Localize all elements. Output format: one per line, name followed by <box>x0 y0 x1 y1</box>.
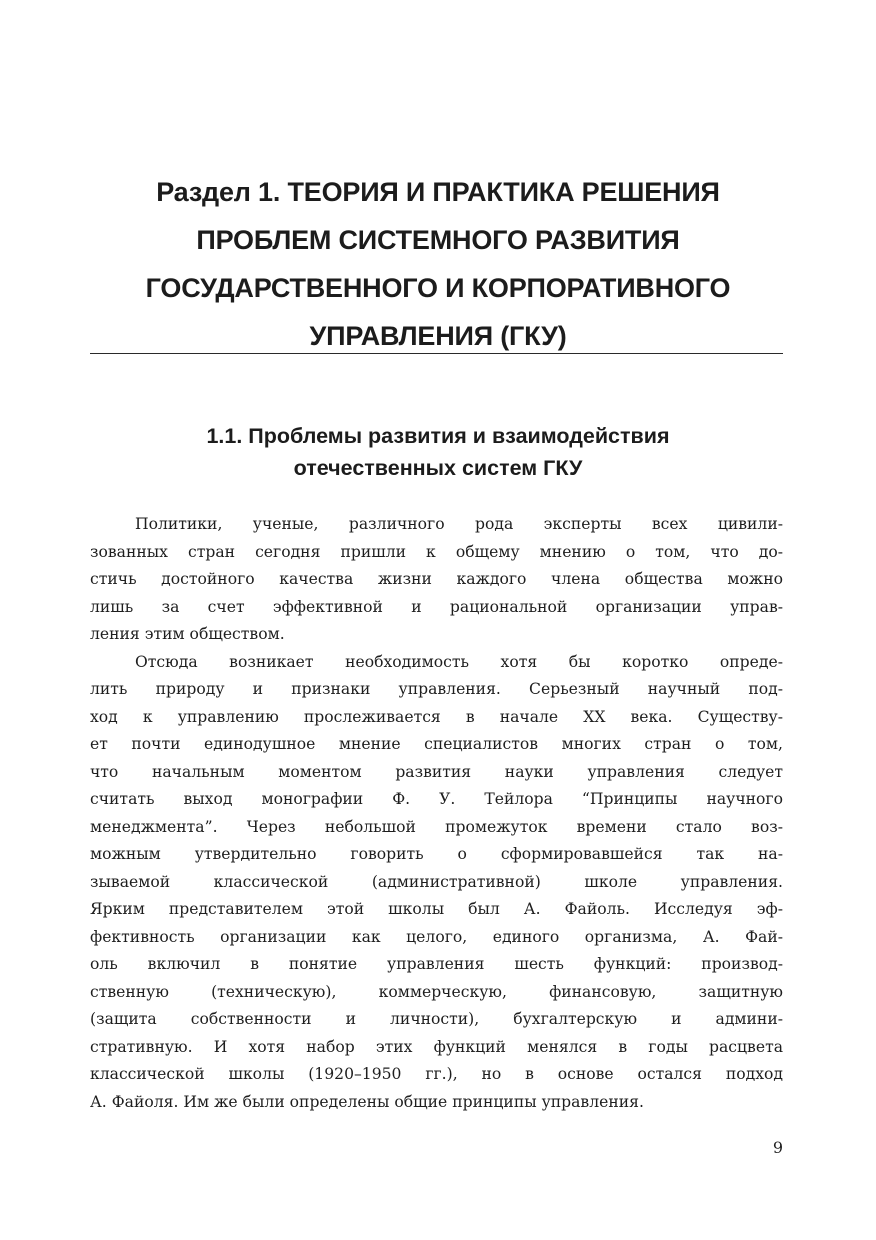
text-line: А. Файоля. Им же были определены общие принципы управления. <box>90 1092 644 1111</box>
text-line: зываемой классической (административной) школе управления. <box>90 872 783 891</box>
text-line: зованных стран сегодня пришли к общему мнению о том, что до- <box>90 542 783 561</box>
text-line: можным утвердительно говорить о сформировавшейся так на- <box>90 845 783 863</box>
text-line: ления этим обществом. <box>90 625 285 643</box>
paragraph-1 <box>90 511 783 649</box>
section-title <box>88 420 788 484</box>
part-title-line: Раздел 1. ТЕОРИЯ И ПРАКТИКА РЕШЕНИЯ <box>156 177 720 207</box>
part-title-line: УПРАВЛЕНИЯ (ГКУ) <box>309 321 567 351</box>
body-text <box>90 511 783 1116</box>
part-title-line: ГОСУДАРСТВЕННОГО И КОРПОРАТИВНОГО <box>145 273 731 303</box>
text-line: лишь за счет эффективной и рациональной организации управ- <box>90 597 783 616</box>
text-line: ет почти единодушное мнение специалистов многих стран о том, <box>90 735 783 753</box>
page-number: 9 <box>772 1138 783 1157</box>
text-line: фективность организации как целого, единого организма, А. Фай- <box>90 927 783 946</box>
text-line: (защита собственности и личности), бухгалтерскую и админи- <box>90 1010 783 1028</box>
text-line: Ярким представителем этой школы был А. Файоль. Исследуя эф- <box>90 900 783 918</box>
part-title-line: ПРОБЛЕМ СИСТЕМНОГО РАЗВИТИЯ <box>196 225 680 255</box>
section-title-line: 1.1. Проблемы развития и взаимодействия <box>206 424 670 448</box>
text-line: оль включил в понятие управления шесть функций: производ- <box>90 955 783 973</box>
text-line: лить природу и признаки управления. Серьезный научный под- <box>90 680 783 698</box>
section-title-line: отечественных систем ГКУ <box>293 456 583 480</box>
title-divider <box>90 353 783 354</box>
part-title <box>88 168 788 360</box>
text-line: менеджмента”. Через небольшой промежуток времени стало воз- <box>90 817 783 836</box>
text-line: что начальным моментом развития науки управления следует <box>90 762 783 781</box>
text-line: Политики, ученые, различного рода эксперты всех цивили- <box>135 515 783 533</box>
text-line: Отсюда возникает необходимость хотя бы коротко опреде- <box>135 652 783 671</box>
text-line: стративную. И хотя набор этих функций менялся в годы расцвета <box>90 1037 783 1056</box>
text-line: ственную (техническую), коммерческую, финансовую, защитную <box>90 982 783 1001</box>
text-line: считать выход монографии Ф. У. Тейлора “Принципы научного <box>90 790 783 808</box>
text-line: стичь достойного качества жизни каждого члена общества можно <box>90 570 783 588</box>
text-line: классической школы (1920–1950 гг.), но в основе остался подход <box>90 1065 783 1083</box>
text-line: ход к управлению прослеживается в начале XX века. Существу- <box>90 707 783 726</box>
paragraph-2 <box>90 649 783 1117</box>
